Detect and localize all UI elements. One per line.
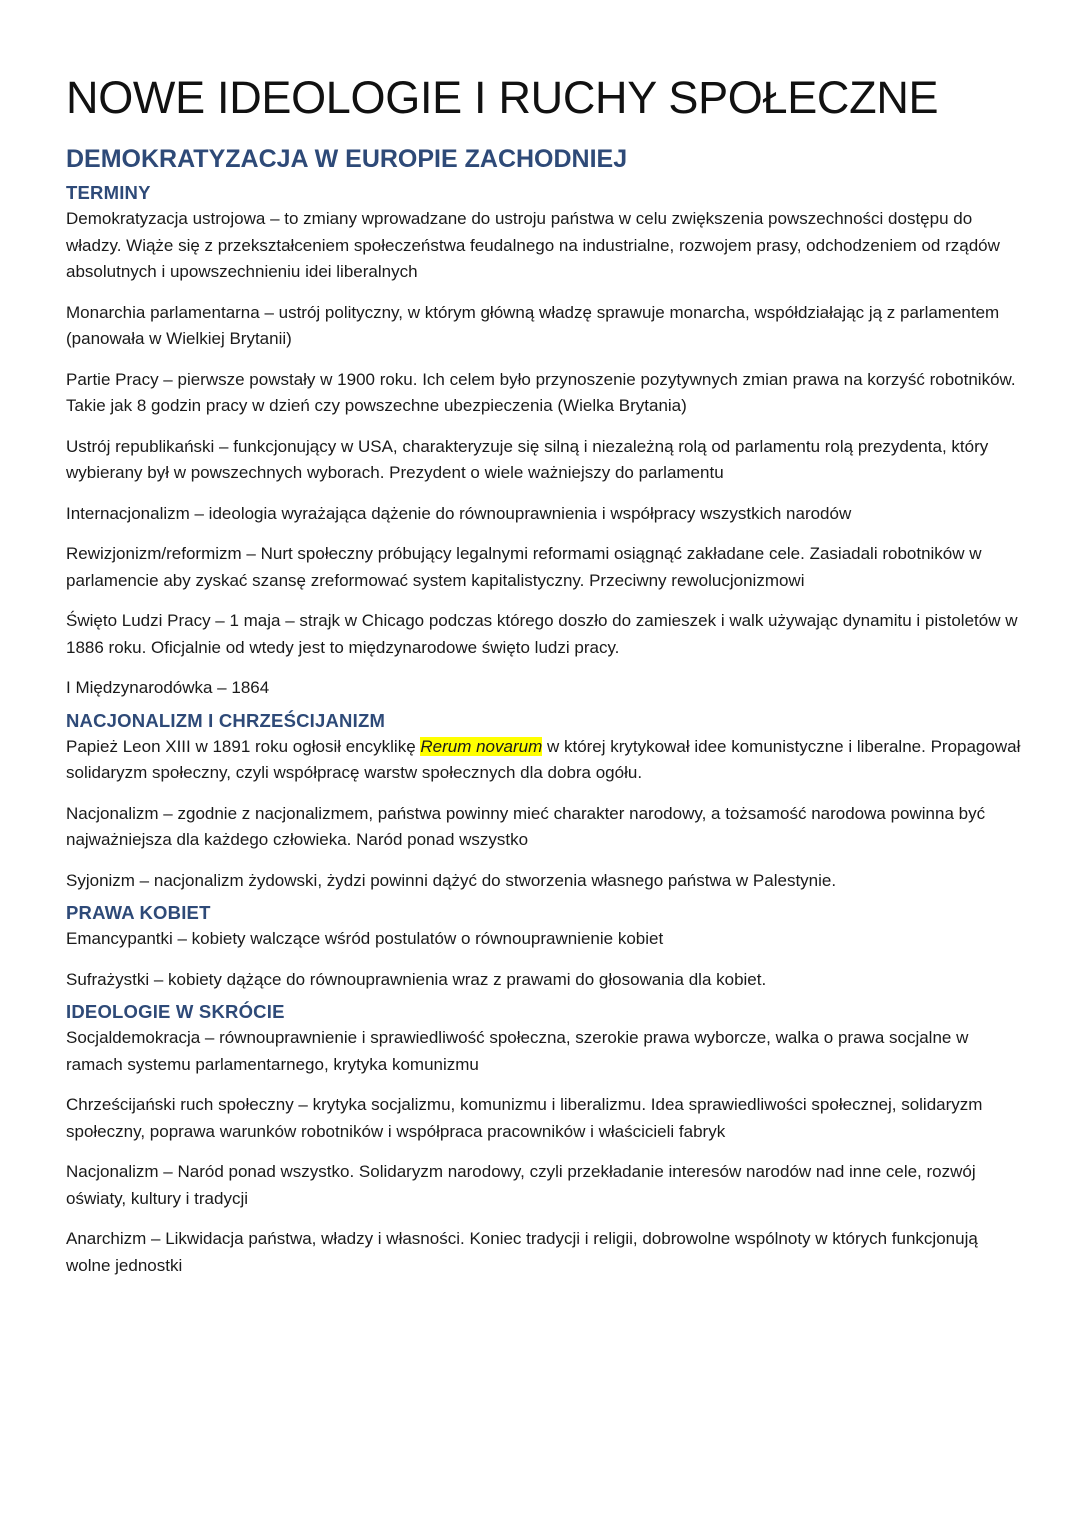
subheading-prawa-kobiet: PRAWA KOBIET <box>66 902 211 923</box>
paragraph-miedzynarodowka: I Międzynarodówka – 1864 <box>66 678 270 697</box>
paragraph-ustroj-republikanski: Ustrój republikański – funkcjonujący w USA, charakteryzuje się silną i niezależną rolą od parlamentu rolą prezydenta, który wybierany był w powszechnych wyborach. Prezydent o wiele ważniejszy do parlamentu <box>66 436 989 482</box>
paragraph-nacjonalizm-skrot: Nacjonalizm – Naród ponad wszystko. Solidaryzm narodowy, czyli przekładanie interesów narodów nad inne cele, rozwój oświaty, kultury i tradycji <box>66 1162 976 1208</box>
paragraph-partie-pracy: Partie Pracy – pierwsze powstały w 1900 roku. Ich celem było przynoszenie pozytywnych zmian prawa na korzyść robotników. Takie jak 8 godzin pracy w dzień czy powszechne ubezpieczenia (Wielka Brytania) <box>66 369 1016 415</box>
paragraph-sufrazystki: Sufrażystki – kobiety dążące do równouprawnienia wraz z prawami do głosowania dla kobiet. <box>66 969 767 989</box>
highlighted-encyclical: Rerum novarum <box>420 736 543 756</box>
page-title: NOWE IDEOLOGIE I RUCHY SPOŁECZNE <box>66 72 939 123</box>
subheading-terminy: TERMINY <box>66 182 151 203</box>
paragraph-socjaldemokracja: Socjaldemokracja – równouprawnienie i sprawiedliwość społeczna, szerokie prawa wyborcze, walka o prawa socjalne w ramach systemu parlamentarnego, krytyka komunizmu <box>66 1028 969 1074</box>
leon-text-after: w której krytykował idee komunistyczne i liberalne. Propagował solidaryzm społeczny, czyli współpracę warstw społecznych dla dobra ogółu. <box>66 736 1021 782</box>
document-page <box>66 68 1026 1293</box>
paragraph-leon-xiii <box>66 734 1026 787</box>
paragraph-emancypantki: Emancypantki – kobiety walczące wśród postulatów o równouprawnienie kobiet <box>66 929 664 948</box>
leon-text-before: Papież Leon XIII w 1891 roku ogłosił encyklikę <box>66 736 421 756</box>
section-heading: DEMOKRATYZACJA W EUROPIE ZACHODNIEJ <box>66 145 628 173</box>
paragraph-rewizjonizm: Rewizjonizm/reformizm – Nurt społeczny próbujący legalnymi reformami osiągnąć zakładane cele. Zasiadali robotników w parlamencie aby zyskać szansę zreformować system kapitalistyczny. Przeciwny rewolucjonizmowi <box>66 544 982 590</box>
paragraph-internacjonalizm: Internacjonalizm – ideologia wyrażająca dążenie do równouprawnienia i współpracy wszystkich narodów <box>66 503 852 523</box>
paragraph-demokratyzacja: Demokratyzacja ustrojowa – to zmiany wprowadzane do ustroju państwa w celu zwiększenia powszechności dostępu do władzy. Wiąże się z przekształceniem społeczeństwa feudalnego na industrialne, rozwojem prasy, odchodzeniem od rządów absolutnych i upowszechnieniu idei liberalnych <box>66 209 1000 281</box>
subheading-nacjonalizm: NACJONALIZM I CHRZEŚCIJANIZM <box>66 709 386 731</box>
paragraph-swieto-pracy: Święto Ludzi Pracy – 1 maja – strajk w Chicago podczas którego doszło do zamieszek i walk używając dynamitu i pistoletów w 1886 roku. Oficjalnie od wtedy jest to międzynarodowe święto ludzi pracy. <box>66 611 1018 657</box>
paragraph-nacjonalizm: Nacjonalizm – zgodnie z nacjonalizmem, państwa powinny mieć charakter narodowy, a tożsamość narodowa powinna być najważniejsza dla każdego człowieka. Naród ponad wszystko <box>66 803 986 849</box>
paragraph-chrzescijanski-ruch: Chrześcijański ruch społeczny – krytyka socjalizmu, komunizmu i liberalizmu. Idea sprawiedliwości społecznej, solidaryzm społeczny, poprawa warunków robotników i współpraca pracowników i właścicieli fabryk <box>66 1095 983 1141</box>
paragraph-anarchizm: Anarchizm – Likwidacja państwa, władzy i własności. Koniec tradycji i religii, dobrowolne wspólnoty w których funkcjonują wolne jednostki <box>66 1229 978 1275</box>
subheading-ideologie: IDEOLOGIE W SKRÓCIE <box>66 1001 285 1022</box>
paragraph-monarchia: Monarchia parlamentarna – ustrój polityczny, w którym główną władzę sprawuje monarcha, współdziałając ją z parlamentem (panowała w Wielkiej Brytanii) <box>66 302 1000 348</box>
paragraph-syjonizm: Syjonizm – nacjonalizm żydowski, żydzi powinni dążyć do stworzenia własnego państwa w Palestynie. <box>66 870 837 890</box>
